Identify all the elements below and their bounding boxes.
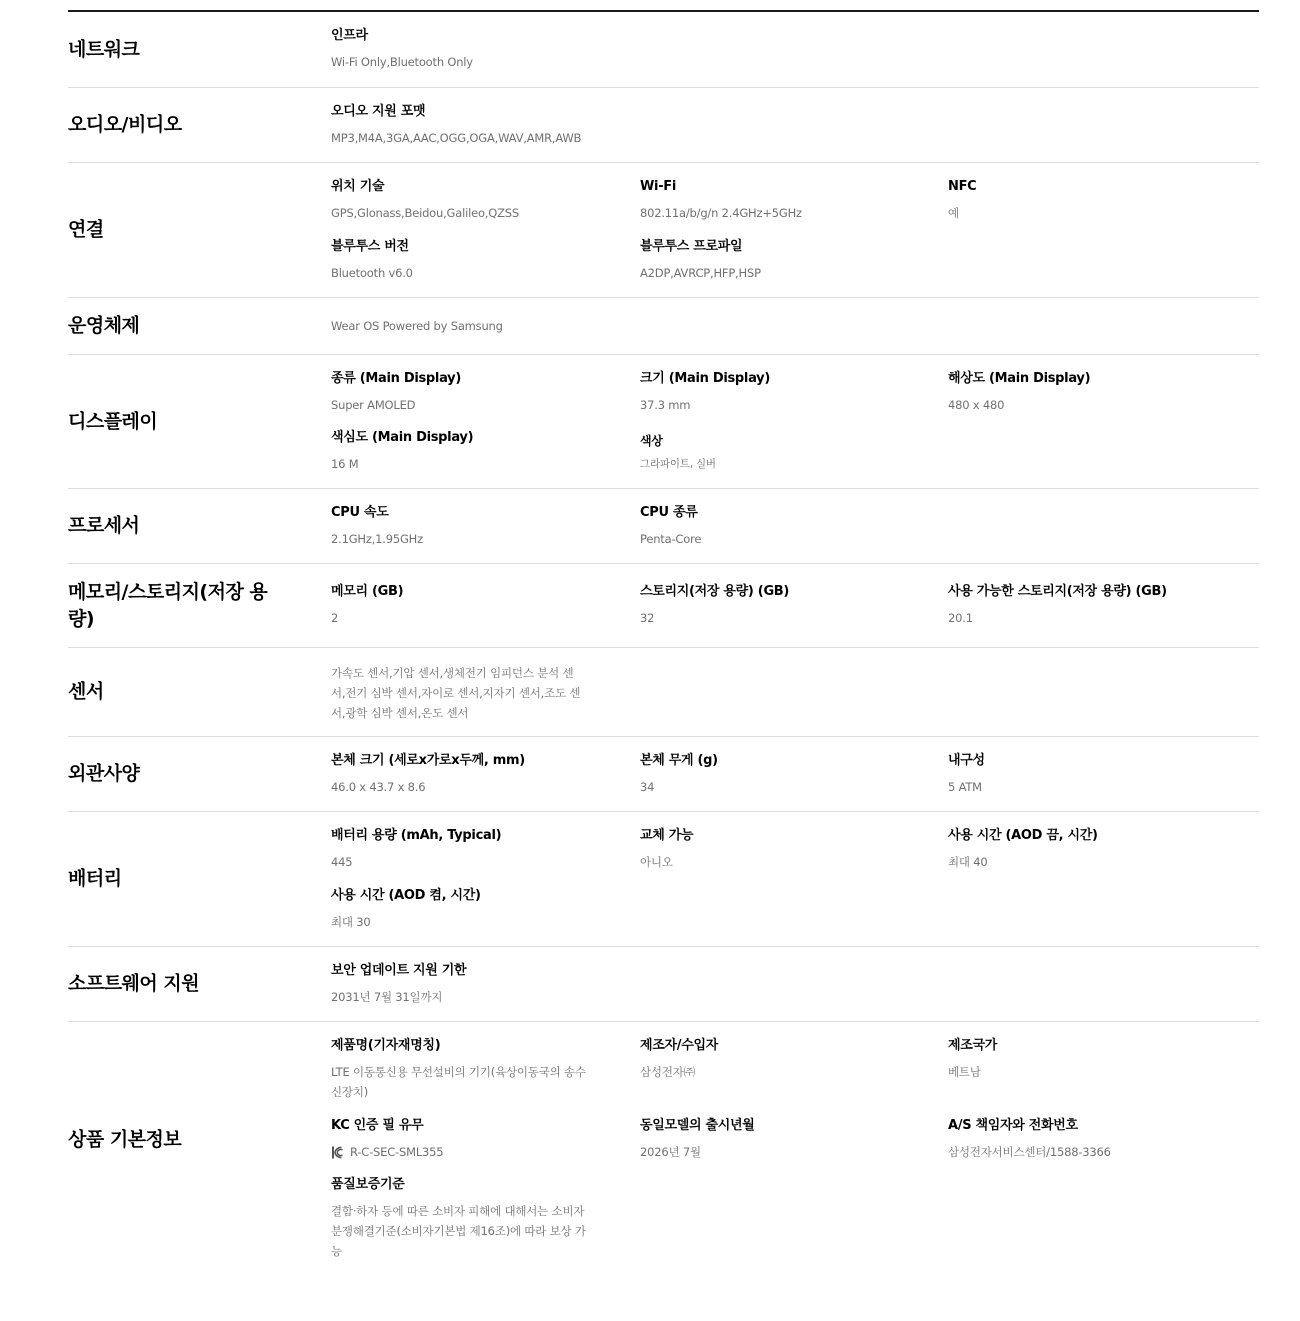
spec-value: 480 x 480 <box>948 398 1005 412</box>
spec-value: 아니오 <box>640 855 673 869</box>
spec-item <box>948 179 1218 223</box>
category-title: 디스플레이 <box>68 410 158 432</box>
spec-value: 결함·하자 등에 따른 소비자 피해에 대해서는 소비자분쟁해결기준(소비자기본법 제16조)에 따라 보상 가능 <box>331 1204 586 1258</box>
spec-item <box>640 584 910 628</box>
spec-item <box>948 753 1218 797</box>
spec-row-exterior <box>68 737 1259 812</box>
spec-label: 블루투스 프로파일 <box>640 239 743 254</box>
spec-item <box>331 1177 586 1261</box>
spec-row-audio-video <box>68 88 1259 163</box>
spec-item <box>331 104 601 148</box>
spec-value: 32 <box>640 611 655 625</box>
spec-item <box>640 505 910 549</box>
category-title: 운영체제 <box>68 314 140 337</box>
spec-value: 예 <box>948 206 959 220</box>
spec-label: KC 인증 필 유무 <box>331 1118 424 1133</box>
spec-item <box>640 371 910 415</box>
spec-value: 삼성전자㈜ <box>640 1065 695 1079</box>
category-title: 상품 기본정보 <box>68 1128 182 1151</box>
spec-item <box>331 655 586 723</box>
spec-value: A2DP,AVRCP,HFP,HSP <box>640 266 761 280</box>
spec-label: 크기 (Main Display) <box>640 371 770 386</box>
spec-value: MP3,M4A,3GA,AAC,OGG,OGA,WAV,AMR,AWB <box>331 131 582 145</box>
spec-label: 보안 업데이트 지원 기한 <box>331 963 467 978</box>
spec-value: LTE 이동통신용 무선설비의 기기(육상이동국의 송수신장치) <box>331 1065 586 1099</box>
spec-table <box>68 10 1259 1258</box>
spec-value: 최대 30 <box>331 915 371 929</box>
spec-label: 인프라 <box>331 28 368 43</box>
spec-label: 블루투스 버전 <box>331 239 409 254</box>
spec-value: 46.0 x 43.7 x 8.6 <box>331 780 426 794</box>
spec-value: Super AMOLED <box>331 398 416 412</box>
spec-item <box>331 888 601 932</box>
spec-value: Wear OS Powered by Samsung <box>331 319 503 333</box>
spec-value: 445 <box>331 855 353 869</box>
spec-value: Penta-Core <box>640 532 702 546</box>
category-title: 배터리 <box>68 867 122 890</box>
category-title: 센서 <box>68 680 104 703</box>
spec-row-os <box>68 298 1259 355</box>
spec-label: A/S 책임자와 전화번호 <box>948 1118 1078 1133</box>
spec-label: 색심도 (Main Display) <box>331 430 474 445</box>
spec-label: 품질보증기준 <box>331 1177 405 1192</box>
spec-item <box>331 584 601 628</box>
spec-label: 스토리지(저장 용량) (GB) <box>640 584 790 599</box>
spec-value: 삼성전자서비스센터/1588-3366 <box>948 1145 1111 1159</box>
spec-label: 사용 가능한 스토리지(저장 용량) (GB) <box>948 584 1167 599</box>
spec-label: NFC <box>948 179 977 194</box>
category-title: 네트워크 <box>68 38 140 60</box>
spec-value: 16 M <box>331 457 359 471</box>
spec-label: 교체 가능 <box>640 828 694 843</box>
spec-label: CPU 종류 <box>640 505 698 520</box>
spec-item <box>640 1118 910 1162</box>
spec-item <box>331 308 601 336</box>
category-title: 연결 <box>68 218 104 241</box>
spec-item <box>640 828 910 872</box>
spec-row-software <box>68 947 1259 1022</box>
spec-item <box>331 179 601 223</box>
spec-row-processor <box>68 489 1259 564</box>
spec-row-sensors <box>68 648 1259 737</box>
spec-item <box>331 371 601 415</box>
spec-label: Wi-Fi <box>640 179 677 194</box>
spec-label: CPU 속도 <box>331 505 389 520</box>
spec-value: 34 <box>640 780 655 794</box>
spec-item <box>948 371 1218 415</box>
spec-item <box>331 1038 586 1102</box>
spec-item <box>640 753 910 797</box>
spec-item <box>948 584 1218 628</box>
spec-value: 5 ATM <box>948 780 982 794</box>
spec-value: 베트남 <box>948 1065 981 1079</box>
spec-row-connectivity <box>68 163 1259 298</box>
spec-label: 배터리 용량 (mAh, Typical) <box>331 828 502 843</box>
spec-label: 위치 기술 <box>331 179 385 194</box>
spec-item <box>331 963 601 1007</box>
spec-item <box>331 430 601 474</box>
spec-value: 37.3 mm <box>640 398 691 412</box>
spec-row-network <box>68 12 1259 88</box>
spec-item <box>331 828 601 872</box>
spec-row-battery <box>68 812 1259 947</box>
spec-item <box>331 1118 601 1162</box>
spec-item <box>331 505 601 549</box>
spec-label: 사용 시간 (AOD 끔, 시간) <box>948 828 1098 843</box>
spec-value: Wi-Fi Only,Bluetooth Only <box>331 55 473 69</box>
spec-value: 그라파이트, 실버 <box>640 458 716 470</box>
spec-value: GPS,Glonass,Beidou,Galileo,QZSS <box>331 206 519 220</box>
category-title: 오디오/비디오 <box>68 113 182 136</box>
spec-item <box>948 828 1218 872</box>
spec-label: 내구성 <box>948 753 985 768</box>
spec-item <box>331 28 601 72</box>
kc-certification-number: R-C-SEC-SML355 <box>350 1145 444 1159</box>
spec-label: 오디오 지원 포맷 <box>331 104 426 119</box>
spec-value: 802.11a/b/g/n 2.4GHz+5GHz <box>640 206 802 220</box>
spec-label: 메모리 (GB) <box>331 584 404 599</box>
category-title: 소프트웨어 지원 <box>68 972 200 995</box>
spec-item <box>948 1118 1218 1162</box>
spec-value-with-icon <box>331 1142 601 1162</box>
spec-value: 2031년 7월 31일까지 <box>331 990 443 1004</box>
spec-row-memory-storage <box>68 564 1259 648</box>
spec-value: 가속도 센서,기압 센서,생체전기 임피던스 분석 센서,전기 심박 센서,자이로 센서,지자기 센서,조도 센서,광학 심박 센서,온도 센서 <box>331 666 581 720</box>
spec-label: 본체 무게 (g) <box>640 753 718 768</box>
spec-row-display <box>68 355 1259 489</box>
spec-value: 2 <box>331 611 339 625</box>
category-title: 메모리/스토리지(저장 용량) <box>68 580 268 630</box>
spec-label: 해상도 (Main Display) <box>948 371 1091 386</box>
spec-item <box>331 753 601 797</box>
spec-label: 동일모델의 출시년월 <box>640 1118 755 1133</box>
category-title: 외관사양 <box>68 762 140 785</box>
spec-label: 본체 크기 (세로x가로x두께, mm) <box>331 753 525 768</box>
spec-value: 20.1 <box>948 611 973 625</box>
spec-value: Bluetooth v6.0 <box>331 266 413 280</box>
spec-item <box>640 1038 910 1082</box>
category-title: 프로세서 <box>68 514 140 537</box>
spec-label: 제품명(기자재명칭) <box>331 1038 441 1053</box>
spec-label: 종류 (Main Display) <box>331 371 461 386</box>
spec-label: 사용 시간 (AOD 켬, 시간) <box>331 888 481 903</box>
spec-item <box>640 179 910 223</box>
kc-certification-icon <box>331 1145 344 1160</box>
spec-label: 색상 <box>640 434 663 448</box>
spec-label: 제조국가 <box>948 1038 998 1053</box>
spec-value: 2026년 7월 <box>640 1145 701 1159</box>
spec-item <box>640 239 910 283</box>
spec-value: 최대 40 <box>948 855 988 869</box>
spec-label: 제조자/수입자 <box>640 1038 718 1053</box>
spec-row-product-info <box>68 1022 1259 1258</box>
spec-value: 2.1GHz,1.95GHz <box>331 532 423 546</box>
spec-item <box>640 433 910 474</box>
spec-item <box>331 239 601 283</box>
spec-item <box>948 1038 1218 1082</box>
